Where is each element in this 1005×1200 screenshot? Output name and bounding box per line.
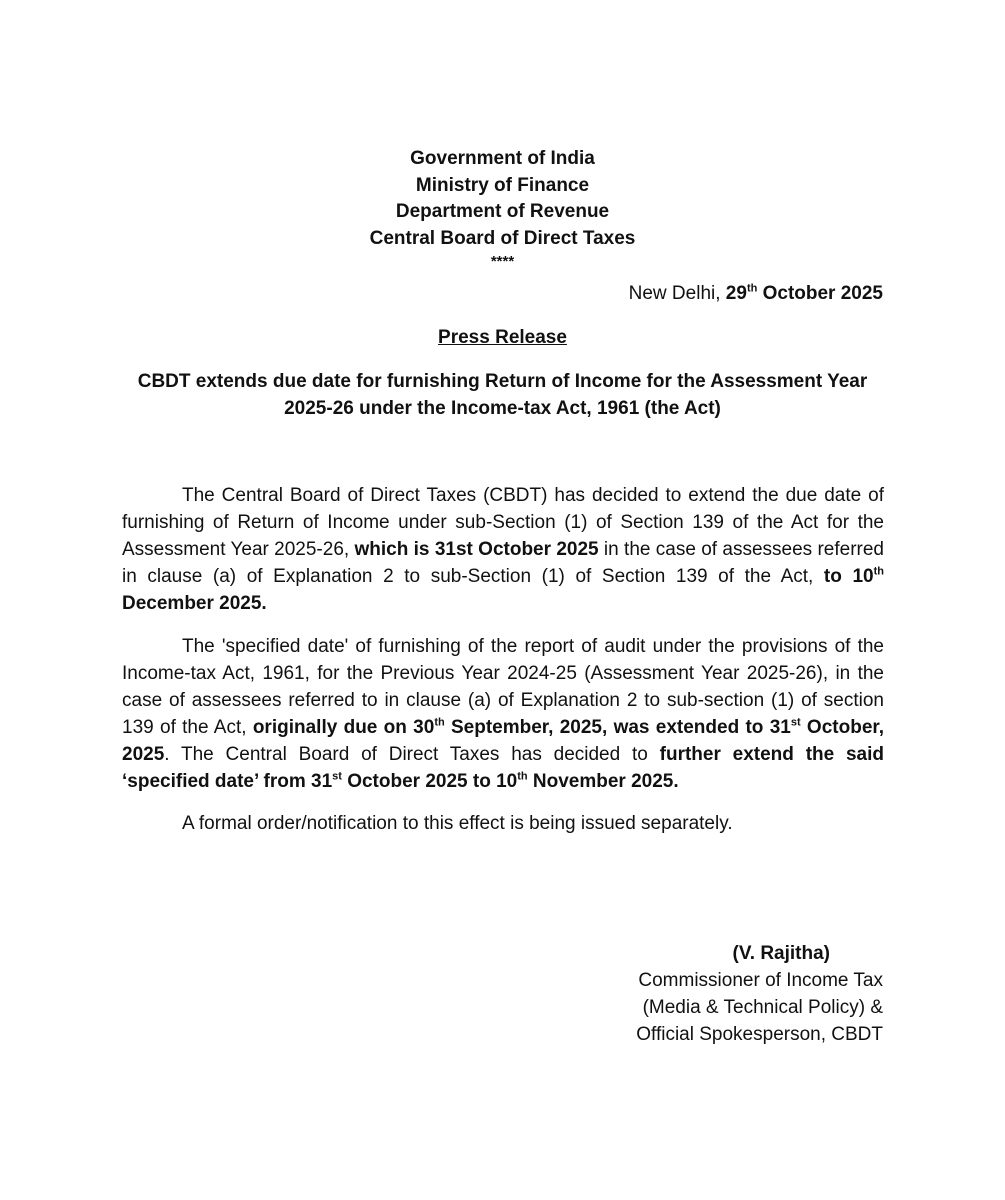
dateline-day-suffix: th xyxy=(746,282,758,295)
dateline xyxy=(629,281,883,307)
para1-text-2: in the case of assessees referred in clause (a) of Explanation 2 to sub-Section (1) of Section 139 of the Act, xyxy=(122,539,884,587)
dateline-month-year: October 2025 xyxy=(757,283,883,304)
signatory-department: (Media & Technical Policy) & xyxy=(642,997,883,1018)
dateline-day: 29 xyxy=(725,283,747,304)
paragraph-1 xyxy=(122,482,884,617)
para1-sup-1: th xyxy=(873,565,884,578)
paragraph-2 xyxy=(122,633,884,795)
page-title: Press Release xyxy=(438,327,567,348)
signatory-designation: Commissioner of Income Tax xyxy=(638,970,883,991)
para1-bold-2: to 10 xyxy=(823,566,874,587)
para2-sup-3: st xyxy=(332,770,342,783)
para2-sup-1: th xyxy=(434,716,445,729)
para2-bold-3: October, 2025 xyxy=(122,717,885,765)
paragraph-3: A formal order/notification to this effect is being issued separately. xyxy=(182,813,733,834)
para2-bold-1: originally due on 30 xyxy=(252,717,435,738)
para1-text-1: The Central Board of Direct Taxes (CBDT) has decided to extend the due date of furnishing of Return of Income under sub-Section (1) of Section 139 of the Act for the Assessment Year 2025-26, xyxy=(122,485,884,560)
para2-bold-4: further extend the said ‘specified date’ from 31 xyxy=(122,744,884,792)
para2-text-2: . The Central Board of Direct Taxes has decided to xyxy=(164,744,660,765)
signatory-name: (V. Rajitha) xyxy=(732,943,830,964)
letterhead xyxy=(0,146,1005,272)
header-board: Central Board of Direct Taxes xyxy=(369,227,636,249)
para2-bold-2: September, 2025, was extended to 31 xyxy=(444,717,791,738)
para2-text-1: The 'specified date' of furnishing of the report of audit under the provisions of the Income-tax Act, 1961, for the Previous Year 2024-25 (Assessment Year 2025-26), in the case of assessees referred to in clause (a) of Explanation 2 to sub-section (1) of section 139 of the Act, xyxy=(122,636,884,738)
signature-block xyxy=(583,940,883,1048)
subject-heading: CBDT extends due date for furnishing Return of Income for the Assessment Year 2025-26 under the Income-tax Act, 1961 (the Act) xyxy=(137,371,868,419)
para2-bold-5: October 2025 to 10 xyxy=(341,771,518,792)
header-ministry: Ministry of Finance xyxy=(415,174,590,196)
signatory-role: Official Spokesperson, CBDT xyxy=(636,1024,883,1045)
header-separator-stars: **** xyxy=(490,253,515,270)
para2-sup-4: th xyxy=(517,770,528,783)
para1-bold-1: which is 31st October 2025 xyxy=(354,539,599,560)
header-government: Government of India xyxy=(410,148,595,169)
para2-bold-6: November 2025. xyxy=(527,771,679,792)
para2-sup-2: st xyxy=(790,716,801,729)
dateline-place: New Delhi, xyxy=(628,283,726,304)
para1-bold-3: December 2025. xyxy=(122,593,267,614)
header-department: Department of Revenue xyxy=(395,201,610,222)
